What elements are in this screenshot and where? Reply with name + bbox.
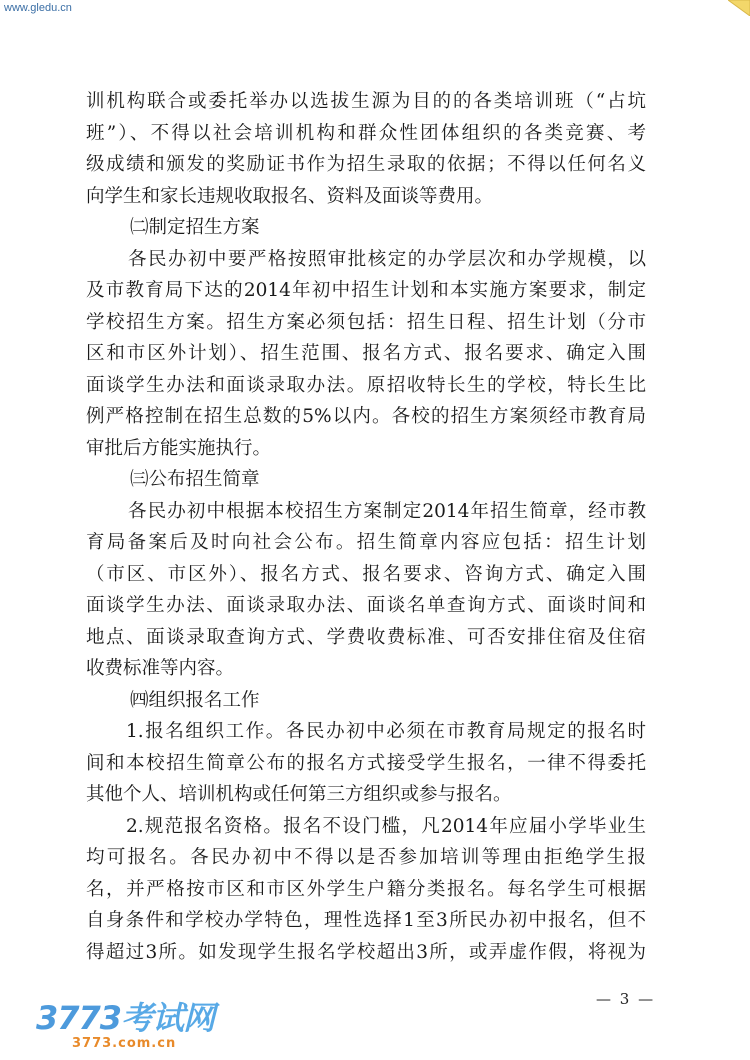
text-line: 审批后方能实施执行。 xyxy=(86,437,272,459)
page-number: — 3 — xyxy=(596,990,656,1008)
text-line: 均可报名。各民办初中不得以是否参加培训等理由拒绝学生报 xyxy=(86,847,646,868)
section-heading: ㈣组织报名工作 xyxy=(130,689,260,711)
site-watermark: www.gledu.cn xyxy=(4,2,72,14)
logo-domain: 3773.com.cn xyxy=(72,1036,177,1051)
text-line: 学校招生方案。招生方案必须包括：招生日程、招生计划（分市 xyxy=(86,311,646,333)
logo-cn-text: 考试网 xyxy=(121,999,215,1037)
text-line: 自身条件和学校办学特色，理性选择1至3所民办初中报名，但不 xyxy=(86,910,646,931)
text-line: 各民办初中要严格按照审批核定的办学层次和办学规模，以 xyxy=(128,248,646,270)
text-line: 及市教育局下达的2014年初中招生计划和本实施方案要求，制定 xyxy=(86,280,646,301)
text-line: 面谈学生办法和面谈录取办法。原招收特长生的学校，特长生比 xyxy=(86,374,646,396)
text-line: 向学生和家长违规收取报名、资料及面谈等费用。 xyxy=(86,185,494,207)
section-heading: ㈡制定招生方案 xyxy=(130,217,260,238)
text-line: 地点、面谈录取查询方式、学费收费标准、可否安排住宿及住宿 xyxy=(86,626,646,648)
text-line: 训机构联合或委托举办以选拔生源为目的的各类培训班（“占坑 xyxy=(86,91,646,112)
text-line: 名，并严格按市区和市区外学生户籍分类报名。每名学生可根据 xyxy=(86,878,646,900)
section-heading: ㈢公布招生简章 xyxy=(130,469,260,490)
text-line: 得超过3所。如发现学生报名学校超出3所，或弄虚作假，将视为 xyxy=(86,941,646,963)
text-line: 各民办初中根据本校招生方案制定2014年招生简章，经市教 xyxy=(128,500,646,522)
text-line: 1.报名组织工作。各民办初中必须在市教育局规定的报名时 xyxy=(126,721,646,742)
text-line: 其他个人、培训机构或任何第三方组织或参与报名。 xyxy=(86,784,512,805)
text-line: 2.规范报名资格。报名不设门槛，凡2014年应届小学毕业生 xyxy=(126,815,646,837)
corner-fold-icon xyxy=(728,0,750,16)
text-line: 面谈学生办法、面谈录取办法、面谈名单查询方式、面谈时间和 xyxy=(86,595,646,616)
text-line: 育局备案后及时向社会公布。招生简章内容应包括：招生计划 xyxy=(86,532,646,553)
text-line: 间和本校招生简章公布的报名方式接受学生报名，一律不得委托 xyxy=(86,752,646,774)
logo-wordmark xyxy=(36,1000,236,1036)
text-line: 例严格控制在招生总数的5%以内。各校的招生方案须经市教育局 xyxy=(86,406,646,427)
text-line: 区和市区外计划）、招生范围、报名方式、报名要求、确定入围 xyxy=(86,343,646,364)
site-logo xyxy=(36,1000,236,1056)
document-body xyxy=(86,86,646,968)
text-line: 级成绩和颁发的奖励证书作为招生录取的依据；不得以任何名义 xyxy=(86,154,646,175)
logo-digits: 3773 xyxy=(36,999,122,1037)
text-line: （市区、市区外）、报名方式、报名要求、咨询方式、确定入围 xyxy=(86,563,646,585)
text-line: 班”）、不得以社会培训机构和群众性团体组织的各类竞赛、考 xyxy=(86,122,646,144)
text-line: 收费标准等内容。 xyxy=(86,658,235,679)
